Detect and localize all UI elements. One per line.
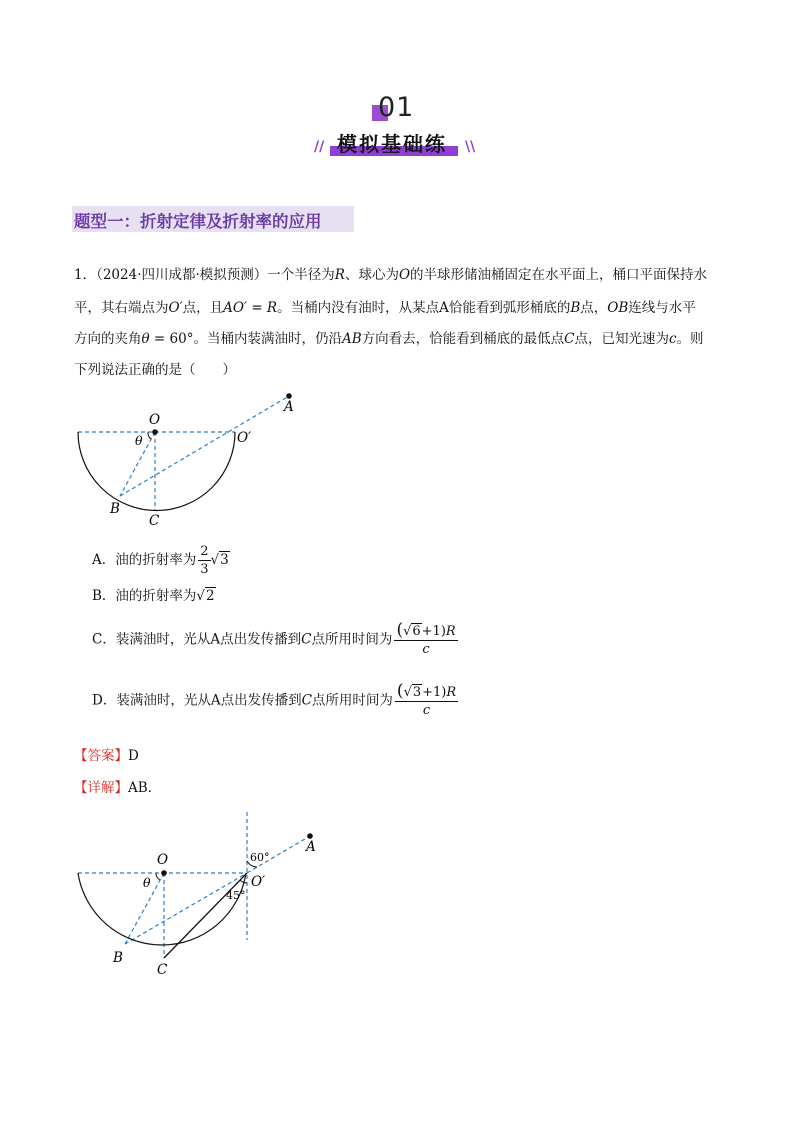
section-title: 模拟基础练 (337, 132, 447, 156)
text: 点所用时间为 (311, 631, 393, 648)
var-B: B (570, 300, 581, 316)
var-O: O (398, 267, 411, 283)
detail-tag: 【详解】 (74, 780, 128, 796)
slash-decoration-left: // (314, 139, 325, 155)
label-C: C (149, 513, 160, 529)
var-c: c (668, 331, 677, 347)
denominator: 3 (200, 562, 209, 577)
hemisphere-arc (78, 873, 246, 945)
question-line-4: 下列说法正确的是（ ） (74, 362, 236, 378)
label-angle-60: 60° (250, 851, 270, 864)
var-R: R (446, 685, 457, 700)
var-C: C (301, 631, 312, 648)
label-O-prime: O′ (251, 874, 266, 890)
equation-AO-R: AO′ = R (223, 300, 278, 316)
label-theta: θ (135, 433, 143, 448)
slash-decoration-right: \\ (465, 139, 476, 155)
option-A-text: A．油的折射率为 (92, 552, 197, 568)
question-type-heading: 题型一：折射定律及折射率的应用 (74, 212, 322, 231)
text: 一个半径为 (267, 267, 335, 283)
section-number: 01 (378, 92, 415, 123)
point-A (307, 833, 313, 839)
option-D-text: D．装满油时，光从A点出发传播到 (92, 692, 302, 709)
var-R: R (445, 624, 456, 639)
text: 连线与水平 (628, 300, 696, 316)
label-O-prime: O′ (237, 430, 252, 446)
var-R: R (334, 267, 345, 283)
text: 点所用时间为 (311, 692, 393, 709)
label-B: B (110, 501, 120, 517)
label-O: O (149, 412, 161, 428)
answer-tag: 【答案】 (74, 748, 128, 764)
text: 点，已知光速为 (574, 331, 669, 347)
var-theta: θ (141, 331, 150, 347)
label-A: A (284, 399, 294, 415)
numerator: 2 (200, 544, 209, 559)
center-point-O (161, 870, 167, 876)
denominator: c (422, 703, 431, 718)
text: 点，且 (182, 300, 224, 316)
radicand: 3 (412, 685, 422, 700)
time-fraction: $\frac{(√3+1)R}{c}$ (396, 681, 457, 718)
var-OB: OB (607, 300, 629, 316)
refracted-ray-oc (164, 873, 247, 958)
question-number: 1． (74, 267, 97, 283)
text: = 60°。当桶内装满油时，仍沿 (149, 331, 342, 347)
answer-value: D (128, 748, 139, 764)
label-O: O (157, 852, 169, 868)
radicand: 2 (206, 588, 215, 604)
option-B[interactable]: B．油的折射率为√2 (92, 588, 215, 604)
text: 点， (580, 300, 608, 316)
text: 、球心为 (344, 267, 399, 283)
radicand: 3 (220, 552, 229, 568)
label-theta: θ (143, 875, 151, 890)
text: 方向的夹角 (74, 331, 142, 347)
option-A[interactable]: A．油的折射率为 $\frac{2}{3}$ √3 (92, 544, 229, 577)
label-angle-45: 45° (226, 889, 246, 902)
detail-text: AB． (128, 780, 162, 796)
numerator-tail: +1) (421, 624, 446, 639)
theta-arc (156, 873, 160, 880)
text: 的半球形储油桶固定在水平面上，桶口平面保持水 (410, 267, 708, 283)
var-C: C (301, 692, 312, 709)
text: 。则 (676, 331, 704, 347)
var-O-prime: O′ (168, 300, 183, 316)
option-C-text: C．装满油时，光从A点出发传播到 (92, 631, 302, 648)
text: 。当桶内没有油时，从某点A恰能看到弧形桶底的 (277, 300, 571, 316)
question-source: （2024·四川成都·模拟预测） (96, 267, 268, 283)
numerator-tail: +1) (422, 685, 447, 700)
label-A: A (306, 839, 316, 855)
label-C: C (157, 962, 168, 978)
text: 平，其右端点为 (74, 300, 169, 316)
denominator: c (422, 642, 430, 657)
var-AB: AB (341, 331, 362, 347)
label-B: B (113, 950, 123, 966)
option-B-text: B．油的折射率为 (92, 588, 197, 604)
text: 方向看去，恰能看到桶底的最低点 (361, 331, 565, 347)
radicand: 6 (412, 624, 421, 639)
time-fraction: $\frac{(√6+1)R}{c}$ (396, 620, 456, 657)
var-C: C (564, 331, 575, 347)
angle-45-arc (240, 880, 247, 883)
